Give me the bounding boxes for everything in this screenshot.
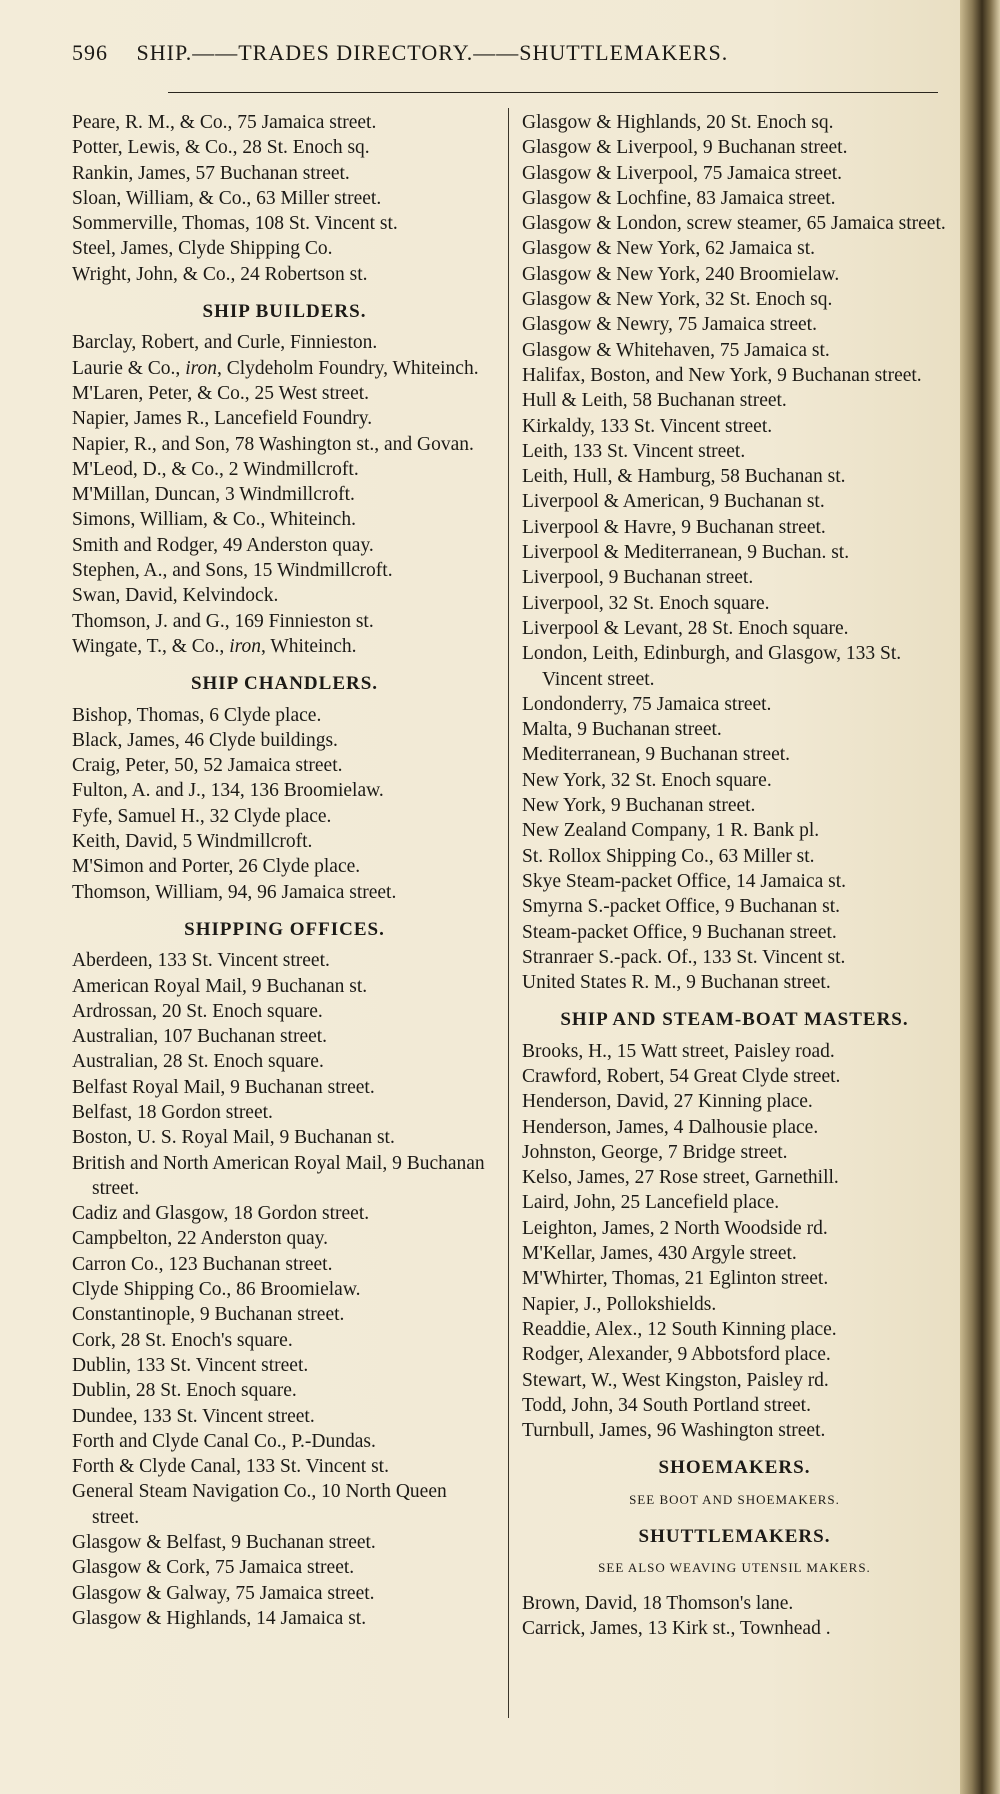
ship-chandlers-list [72,703,497,905]
directory-entry: Glasgow & Highlands, 14 Jamaica st. [72,1607,367,1629]
directory-entry: New York, 32 St. Enoch square. [522,769,772,791]
section-heading-shoemakers: SHOEMAKERS. [658,1457,811,1479]
header-rule [168,92,938,93]
directory-entry: Forth & Clyde Canal, 133 St. Vincent st. [72,1456,389,1478]
directory-entry: Leith, Hull, & Hamburg, 58 Buchanan st. [522,466,846,488]
directory-entry: Dublin, 28 St. Enoch square. [72,1380,297,1402]
directory-entry: Glasgow & New York, 32 St. Enoch sq. [522,289,833,311]
directory-entry: Steam-packet Office, 9 Buchanan street. [522,921,837,943]
directory-entry: Steel, James, Clyde Shipping Co. [72,238,333,260]
section-heading-ship-masters: SHIP AND STEAM-BOAT MASTERS. [560,1009,909,1031]
directory-entry: Australian, 28 St. Enoch square. [72,1051,324,1073]
directory-entry: Glasgow & Liverpool, 9 Buchanan street. [522,137,848,159]
directory-entry: Londonderry, 75 Jamaica street. [522,693,772,715]
directory-entry: Johnston, George, 7 Bridge street. [522,1141,788,1163]
directory-entry: Fulton, A. and J., 134, 136 Broomielaw. [72,780,384,802]
directory-entry: Constantinople, 9 Buchanan street. [72,1304,345,1326]
directory-entry: Leith, 133 St. Vincent street. [522,440,746,462]
directory-entry: Rankin, James, 57 Buchanan street. [72,162,350,184]
section-heading-shuttlemakers: SHUTTLEMAKERS. [638,1526,831,1548]
directory-entry: Brooks, H., 15 Watt street, Paisley road. [522,1040,835,1062]
directory-entry: Skye Steam-packet Office, 14 Jamaica st. [522,870,846,892]
section-heading-shipping-offices: SHIPPING OFFICES. [184,918,385,940]
directory-entry: Liverpool, 32 St. Enoch square. [522,592,770,614]
directory-entry: Liverpool & Mediterranean, 9 Buchan. st. [522,542,850,564]
directory-entry: Laurie & Co., iron, Clydeholm Foundry, Whiteinch. [72,357,479,379]
directory-entry: Henderson, David, 27 Kinning place. [522,1091,813,1113]
directory-entry: Carron Co., 123 Buchanan street. [72,1253,333,1275]
directory-entry: Potter, Lewis, & Co., 28 St. Enoch sq. [72,137,370,159]
book-spine-edge [960,0,1000,1794]
directory-entry: Smyrna S.-packet Office, 9 Buchanan st. [522,896,841,918]
directory-entry: Glasgow & Belfast, 9 Buchanan street. [72,1532,376,1554]
directory-entry: Liverpool, 9 Buchanan street. [522,567,754,589]
directory-entry: Kirkaldy, 133 St. Vincent street. [522,415,773,437]
directory-entry: Glasgow & New York, 62 Jamaica st. [522,238,816,260]
page-number: 596 [72,40,108,65]
directory-entry: Barclay, Robert, and Curle, Finnieston. [72,332,378,354]
shuttlemakers-list [522,1591,947,1642]
directory-entry: Forth and Clyde Canal Co., P.-Dundas. [72,1430,376,1452]
directory-entry: Clyde Shipping Co., 86 Broomielaw. [72,1279,361,1301]
directory-entry: United States R. M., 9 Buchanan street. [522,972,831,994]
directory-entry: Cadiz and Glasgow, 18 Gordon street. [72,1203,370,1225]
shipping-offices-list [72,948,497,1631]
directory-entry: Dublin, 133 St. Vincent street. [72,1354,309,1376]
directory-entry: Glasgow & Highlands, 20 St. Enoch sq. [522,112,834,133]
directory-entry: Craig, Peter, 50, 52 Jamaica street. [72,755,343,777]
directory-entry: Swan, David, Kelvindock. [72,585,279,607]
directory-entry: American Royal Mail, 9 Buchanan st. [72,975,368,997]
directory-entry: Turnbull, James, 96 Washington street. [522,1420,826,1442]
directory-entry: Aberdeen, 133 St. Vincent street. [72,950,330,972]
directory-entry: Halifax, Boston, and New York, 9 Buchanan street. [522,364,922,386]
directory-entry: Rodger, Alexander, 9 Abbotsford place. [522,1344,831,1366]
directory-entry: Crawford, Robert, 54 Great Clyde street. [522,1065,841,1087]
directory-entry: St. Rollox Shipping Co., 63 Miller st. [522,845,815,867]
directory-entry: New Zealand Company, 1 R. Bank pl. [522,820,820,842]
cross-reference-note: SEE BOOT AND SHOEMAKERS. [629,1491,840,1507]
directory-entry: Malta, 9 Buchanan street. [522,719,722,741]
directory-entry: Stranraer S.-pack. Of., 133 St. Vincent st. [522,946,846,968]
directory-entry: Black, James, 46 Clyde buildings. [72,729,338,751]
directory-entry: Liverpool & Levant, 28 St. Enoch square. [522,617,849,639]
continued-entries [72,110,497,287]
directory-entry: M'Simon and Porter, 26 Clyde place. [72,856,361,878]
directory-entry: New York, 9 Buchanan street. [522,795,756,817]
directory-entry: Thomson, William, 94, 96 Jamaica street. [72,881,397,903]
directory-entry: Stewart, W., West Kingston, Paisley rd. [522,1369,829,1391]
directory-entry: Leighton, James, 2 North Woodside rd. [522,1217,828,1239]
directory-entry: Hull & Leith, 58 Buchanan street. [522,390,787,412]
directory-entry: Glasgow & Galway, 75 Jamaica street. [72,1582,375,1604]
directory-entry: Carrick, James, 13 Kirk st., Townhead . [522,1617,831,1639]
directory-entry: Wright, John, & Co., 24 Robertson st. [72,263,368,285]
section-heading-ship-chandlers: SHIP CHANDLERS. [190,673,379,695]
directory-entry: Liverpool & American, 9 Buchanan st. [522,491,825,513]
directory-entry: Peare, R. M., & Co., 75 Jamaica street. [72,112,377,133]
directory-entry: Cork, 28 St. Enoch's square. [72,1329,293,1351]
left-column [72,110,497,1631]
directory-entry: Bishop, Thomas, 6 Clyde place. [72,704,322,726]
directory-entry: Sloan, William, & Co., 63 Miller street. [72,187,382,209]
directory-entry: Glasgow & Liverpool, 75 Jamaica street. [522,162,843,184]
directory-entry: Napier, James R., Lancefield Foundry. [72,408,373,430]
directory-entry: M'Millan, Duncan, 3 Windmillcroft. [72,484,355,506]
directory-entry: Smith and Rodger, 49 Anderston quay. [72,534,374,556]
directory-entry: Kelso, James, 27 Rose street, Garnethill. [522,1167,839,1189]
column-divider [508,108,509,1718]
directory-entry: Australian, 107 Buchanan street. [72,1026,328,1048]
directory-entry: Fyfe, Samuel H., 32 Clyde place. [72,805,332,827]
directory-entry: Readdie, Alex., 12 South Kinning place. [522,1318,837,1340]
directory-entry: British and North American Royal Mail, 9 Buchanan street. [72,1152,485,1199]
directory-entry: Campbelton, 22 Anderston quay. [72,1228,328,1250]
directory-entry: Dundee, 133 St. Vincent street. [72,1405,315,1427]
directory-entry: Mediterranean, 9 Buchanan street. [522,744,791,766]
directory-entry: Belfast Royal Mail, 9 Buchanan street. [72,1076,375,1098]
running-title: SHIP.——TRADES DIRECTORY.——SHUTTLEMAKERS. [136,40,729,65]
directory-entry: Simons, William, & Co., Whiteinch. [72,509,356,531]
cross-reference-note: SEE ALSO WEAVING UTENSIL MAKERS. [598,1560,871,1576]
directory-entry: Belfast, 18 Gordon street. [72,1101,273,1123]
directory-entry: Thomson, J. and G., 169 Finnieston st. [72,610,374,632]
directory-entry: Boston, U. S. Royal Mail, 9 Buchanan st. [72,1127,395,1149]
right-column [522,110,947,1641]
directory-entry: Sommerville, Thomas, 108 St. Vincent st. [72,213,398,235]
directory-entry: Glasgow & New York, 240 Broomielaw. [522,263,840,285]
directory-entry: Henderson, James, 4 Dalhousie place. [522,1116,819,1138]
directory-entry: Glasgow & London, screw steamer, 65 Jamaica street. [522,213,946,235]
section-heading-ship-builders: SHIP BUILDERS. [202,301,367,323]
directory-entry: Laird, John, 25 Lancefield place. [522,1192,780,1214]
directory-entry: M'Laren, Peter, & Co., 25 West street. [72,382,370,404]
directory-entry: Keith, David, 5 Windmillcroft. [72,831,313,853]
directory-entry: Liverpool & Havre, 9 Buchanan street. [522,516,826,538]
directory-entry: M'Whirter, Thomas, 21 Eglinton street. [522,1268,829,1290]
directory-entry: Glasgow & Lochfine, 83 Jamaica street. [522,187,836,209]
directory-entry: Glasgow & Newry, 75 Jamaica street. [522,314,817,336]
directory-entry: Todd, John, 34 South Portland street. [522,1394,811,1416]
directory-entry: General Steam Navigation Co., 10 North Queen street. [72,1481,447,1528]
directory-entry: M'Leod, D., & Co., 2 Windmillcroft. [72,458,359,480]
shipping-offices-continued-list [522,110,947,995]
ship-builders-list [72,330,497,659]
directory-entry: London, Leith, Edinburgh, and Glasgow, 133 St. Vincent street. [522,643,902,690]
directory-entry: Brown, David, 18 Thomson's lane. [522,1592,794,1614]
directory-entry: Wingate, T., & Co., iron, Whiteinch. [72,635,357,657]
directory-entry: Napier, J., Pollokshields. [522,1293,717,1315]
directory-entry: Glasgow & Whitehaven, 75 Jamaica st. [522,339,830,361]
directory-entry: Stephen, A., and Sons, 15 Windmillcroft. [72,560,393,582]
directory-entry: M'Kellar, James, 430 Argyle street. [522,1243,797,1265]
directory-entry: Napier, R., and Son, 78 Washington st., and Govan. [72,433,474,455]
page-header [72,40,942,66]
directory-entry: Glasgow & Cork, 75 Jamaica street. [72,1557,355,1579]
ship-masters-list [522,1039,947,1444]
directory-entry: Ardrossan, 20 St. Enoch square. [72,1000,323,1022]
